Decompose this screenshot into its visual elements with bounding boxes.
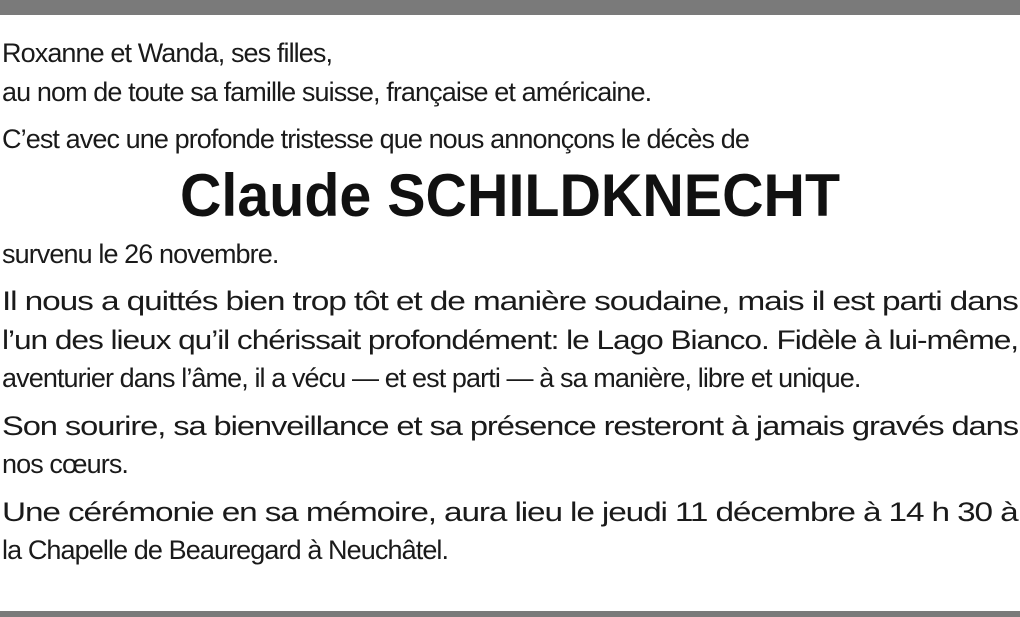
death-notice bbox=[2, 34, 1018, 570]
ceremony-line: la Chapelle de Beauregard à Neuchâtel. bbox=[2, 535, 449, 565]
deceased-name: Claude SCHILDKNECHT bbox=[179, 161, 841, 229]
ceremony-line: Une cérémonie en sa mémoire, aura lieu le jeudi 11 décembre à 14 h 30 à bbox=[2, 496, 1018, 527]
intro-line-2: au nom de toute sa famille suisse, française et américaine. bbox=[2, 76, 652, 107]
tribute-line: aventurier dans l’âme, il a vécu — et est parti — à sa manière, libre et unique. bbox=[2, 363, 861, 393]
memory-line: Son sourire, sa bienveillance et sa présence resteront à jamais gravés dans bbox=[2, 410, 1018, 441]
memory-paragraph bbox=[2, 407, 1018, 484]
bottom-border-rule bbox=[0, 611, 1020, 617]
ceremony-paragraph bbox=[2, 493, 1018, 570]
tribute-line: Il nous a quittés bien trop tôt et de manière soudaine, mais il est parti dans bbox=[2, 286, 1018, 316]
tribute-line: l’un des lieux qu’il chérissait profondément: le Lago Bianco. Fidèle à lui-même, bbox=[2, 324, 1018, 355]
intro-line-1: Roxanne et Wanda, ses filles, bbox=[2, 38, 333, 68]
top-border-rule bbox=[0, 0, 1020, 15]
tribute-paragraph bbox=[2, 282, 1018, 398]
date-of-death-line: survenu le 26 novembre. bbox=[2, 238, 279, 269]
announcement-text: C’est avec une profonde tristesse que nous annonçons le décès de bbox=[2, 124, 749, 154]
memory-line: nos cœurs. bbox=[2, 449, 129, 479]
